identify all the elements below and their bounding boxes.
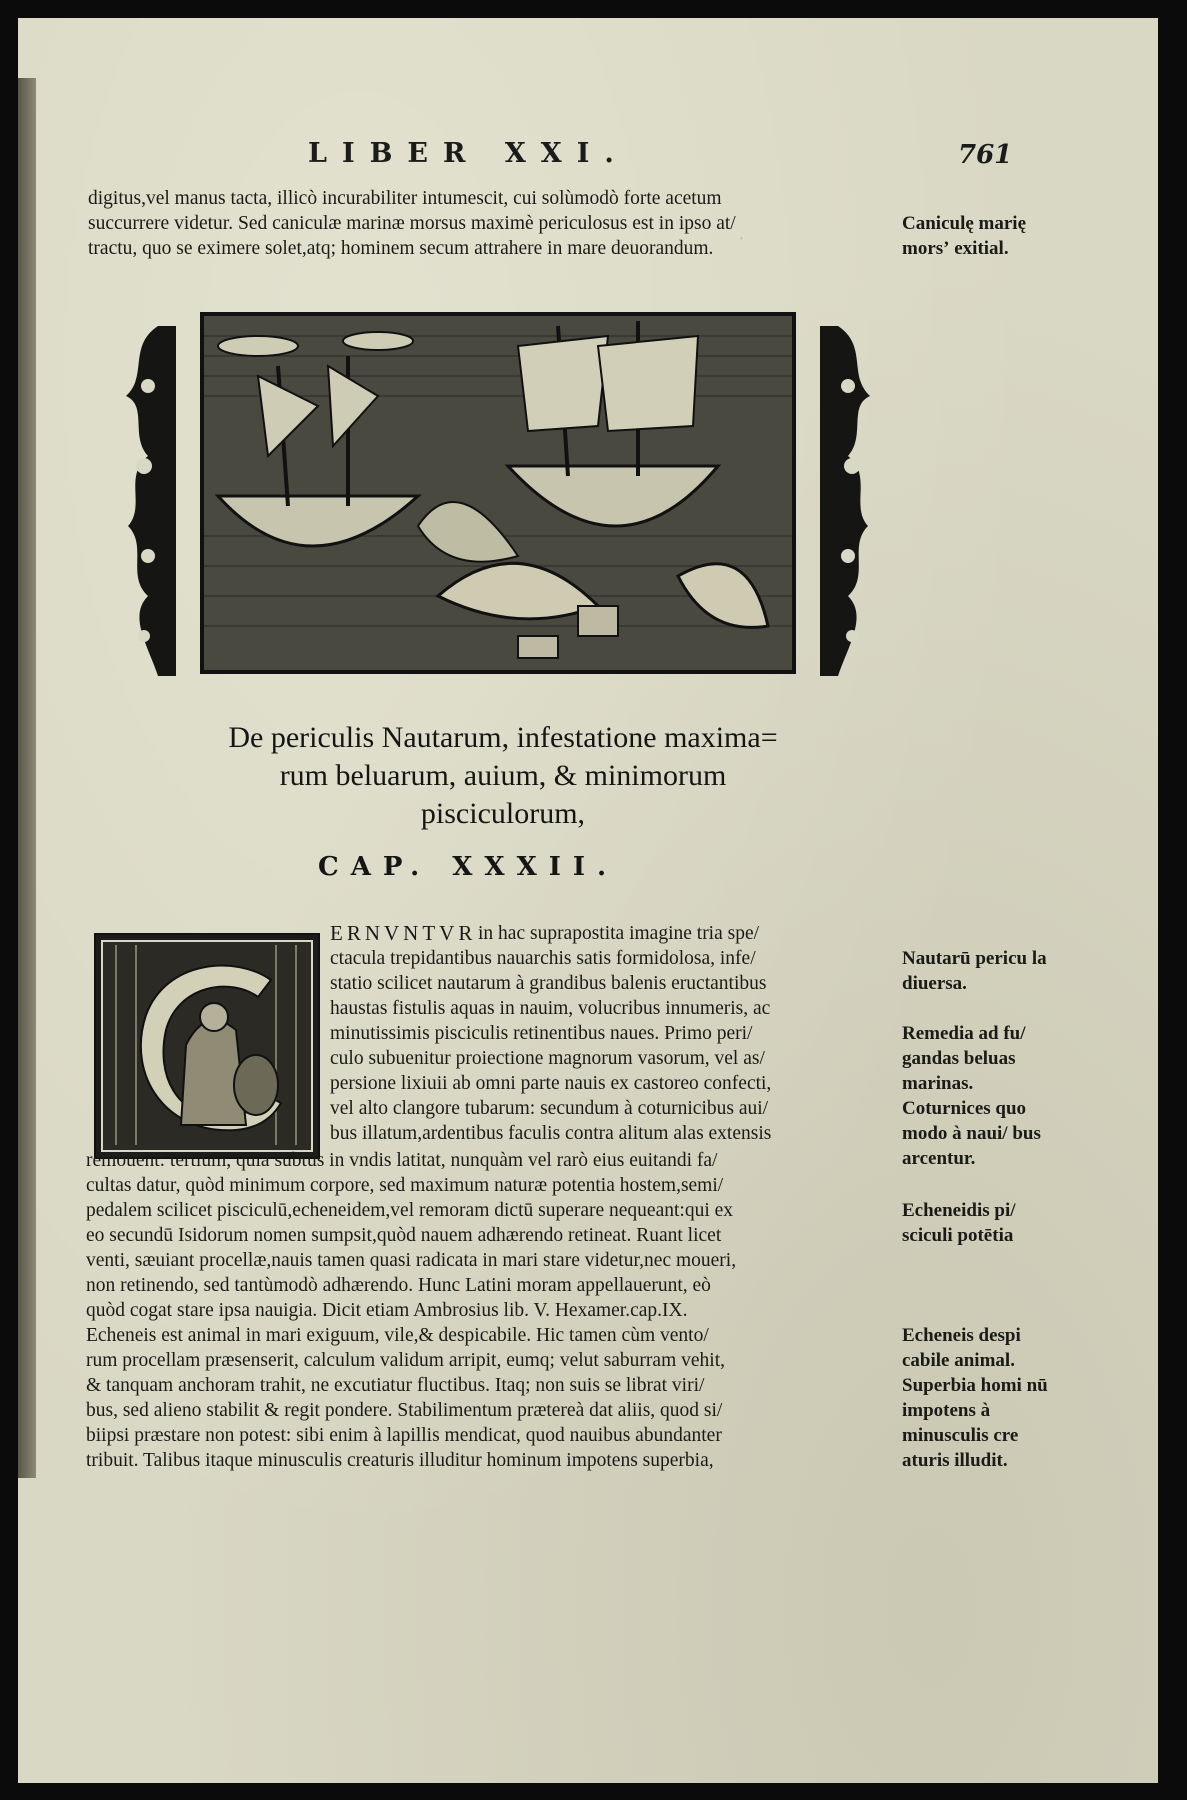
body-line: pedalem scilicet pisciculū,echeneidem,vel remoram dictū superare nequeant:qui ex xyxy=(86,1200,734,1221)
body-line: vel alto clangore tubarum: secundum à coturnicibus aui/ xyxy=(330,1098,769,1119)
decorated-initial-c-icon xyxy=(96,935,318,1157)
body-line: ctacula trepidantibus nauarchis satis formidolosa, infe/ xyxy=(330,948,756,969)
body-line: culo subuenitur proiectione magnorum vasorum, vel as/ xyxy=(330,1048,765,1069)
body-line: tribuit. Talibus itaque minusculis creaturis illuditur hominum impotens superbia, xyxy=(86,1450,714,1471)
body-line: rum procellam præsenserit, calculum validum arripit, eumq; velut saburram vehit, xyxy=(86,1350,725,1371)
chapter-number: CAP. XXXII. xyxy=(318,852,619,882)
body-line: eo secundū Isidorum nomen sumpsit,quòd nauem adhærendo retineat. Ruant licet xyxy=(86,1225,722,1246)
page-number: 761 xyxy=(958,140,1013,170)
top-line-2: succurrere videtur. Sed caniculæ marinæ morsus maximè periculosus est in ipso at/ xyxy=(88,213,736,234)
side-note-remedia: Remedia ad fu/ gandas beluas marinas. xyxy=(902,1023,1026,1094)
body-line: haustas fistulis aquas in nauim, volucribus innumeris, ac xyxy=(330,998,771,1019)
body-line: minutissimis pisciculis retinentibus naues. Primo peri/ xyxy=(330,1023,753,1044)
body-line: cultas datur, quòd minimum corpore, sed maximum naturæ potentia hostem,semi/ xyxy=(86,1175,724,1196)
book-page: · LIBER XXI. 761 digitus,vel manus tacta, illicò incurabiliter intumescit, cui solùmodò forte acetum succurrere videtur. Sed caniculæ marinæ morsus maximè periculosus est in ipso at/ tractu, quo se eximere solet,atq; hominem secum attrahere in mare deuorandum. Caniculę marię morsʼ exitial. De periculis Nautarum, infestatione maxima= rum beluarum, auium, & minimorum pisciculorum, CAP. XXXII. ERNVNTVR in hac suprapostita imagine tria spe/ ctacula trepidantibus nauarchis satis formidolosa, infe/ statio scilicet nautarum à grandibus balenis eructantibus haustas fistulis aquas in nauim, volucribus innumeris, ac minutissimis pisciculis retinentibus naues. Primo peri/ culo subuenitur proiectione magnorum vasorum, vel as/ persione lixiuii ab omni parte nauis ex castoreo confecti, vel alto clangore tubarum: secundum à coturnicibus aui/ bus illatum,ardentibus faculis contra alitum alas extensis remouent: tertium, quia subtus in vndis latitat, nunquàm vel rarò eius euitandi fa/ cultas datur, quòd minimum corpore, sed maximum naturæ potentia hostem,semi/ pedalem scilicet pisciculū,echeneidem,vel remoram dictū superare nequeant:qui ex eo secundū Isidorum nomen sumpsit,quòd nauem adhærendo retineat. Ruant licet venti, sæuiant procellæ,nauis tamen quasi radicata in mari stare videtur,nec moueri, non retinendo, sed tantùmodò adhærendo. Hunc Latini moram appellauerunt, eò quòd cogat stare ipsa nauigia. Dicit etiam Ambrosius lib. V. Hexamer.cap.IX. Echeneis est animal in mari exiguum, vile,& despicabile. Hic tamen cùm vento/ rum procellam præsenserit, calculum validum arripit, eumq; velut saburram vehit, & tanquam anchoram trahit, ne excutiatur fluctibus. Itaq; non suis se librat viri/ bus, sed alieno stabilit & regit pondere. Stabilimentum prætereà dat aliis, quod si/ biipsi præstare non potest: sibi enim à lapillis mendicat, quod nauibus abundanter tribuit. Talibus itaque minusculis creaturis illuditur hominum impotens superbia, Nautarū pericu la diuersa. Remedia ad fu/ gandas beluas marinas. Coturnices quo modo à naui/ bus arcentur. Echeneidis pi/ sciculi potētia Echeneis despi cabile animal. Superbia homi nū impotens à minusculis cre aturis illudit. xyxy=(18,18,1158,1783)
running-head: LIBER XXI. xyxy=(308,138,629,169)
side-note-echeneidis: Echeneidis pi/ sciculi potētia xyxy=(902,1200,1016,1246)
chapter-heading-line-2: rum beluarum, auium, & minimorum xyxy=(279,759,727,792)
body-line: statio scilicet nautarum à grandibus balenis eructantibus xyxy=(330,973,767,994)
body-line: non retinendo, sed tantùmodò adhærendo. Hunc Latini moram appellauerunt, eò xyxy=(86,1275,711,1296)
body-line: bus illatum,ardentibus faculis contra alitum alas extensis xyxy=(330,1123,772,1144)
body-line: in hac suprapostita imagine tria spe/ xyxy=(478,923,760,944)
woodcut-illustration xyxy=(118,306,878,692)
body-line: Echeneis est animal in mari exiguum, vile,& despicabile. Hic tamen cùm vento/ xyxy=(86,1325,709,1346)
drop-cap-word: ERNVNTVR xyxy=(330,921,477,945)
body-line: & tanquam anchoram trahit, ne excutiatur fluctibus. Itaq; non suis se librat viri/ xyxy=(86,1375,705,1396)
side-note-coturnices: Coturnices quo modo à naui/ bus arcentur. xyxy=(902,1098,1041,1169)
side-note-superbia: Superbia homi nū impotens à minusculis cre aturis illudit. xyxy=(902,1375,1048,1471)
side-note-canicula: Caniculę marię morsʼ exitial. xyxy=(902,213,1027,259)
chapter-heading-line-3: pisciculorum, xyxy=(420,797,586,830)
top-line-3: tractu, quo se eximere solet,atq; hominem secum attrahere in mare deuorandum. xyxy=(88,238,714,259)
side-note-echeneis: Echeneis despi cabile animal. xyxy=(902,1325,1021,1371)
ships-sea-monsters-woodcut-icon xyxy=(118,306,878,692)
body-line: remouent: tertium, quia subtus in vndis latitat, nunquàm vel rarò eius euitandi fa/ xyxy=(86,1150,718,1171)
side-note-nautaru: Nautarū pericu la diuersa. xyxy=(902,948,1047,994)
decorated-initial xyxy=(94,933,320,1159)
body-line: venti, sæuiant procellæ,nauis tamen quasi radicata in mari stare videtur,nec moueri, xyxy=(86,1250,737,1271)
body-line: quòd cogat stare ipsa nauigia. Dicit etiam Ambrosius lib. V. Hexamer.cap.IX. xyxy=(86,1300,688,1321)
body-line: bus, sed alieno stabilit & regit pondere. Stabilimentum prætereà dat aliis, quod si/ xyxy=(86,1400,723,1421)
top-line-1: digitus,vel manus tacta, illicò incurabiliter intumescit, cui solùmodò forte acetum xyxy=(88,188,722,209)
chapter-heading-line-1: De periculis Nautarum, infestatione maxima= xyxy=(228,721,778,754)
body-line: persione lixiuii ab omni parte nauis ex castoreo confecti, xyxy=(330,1073,772,1094)
facing-page-edge xyxy=(18,78,36,1478)
body-line: biipsi præstare non potest: sibi enim à lapillis mendicat, quod nauibus abundanter xyxy=(86,1425,722,1446)
